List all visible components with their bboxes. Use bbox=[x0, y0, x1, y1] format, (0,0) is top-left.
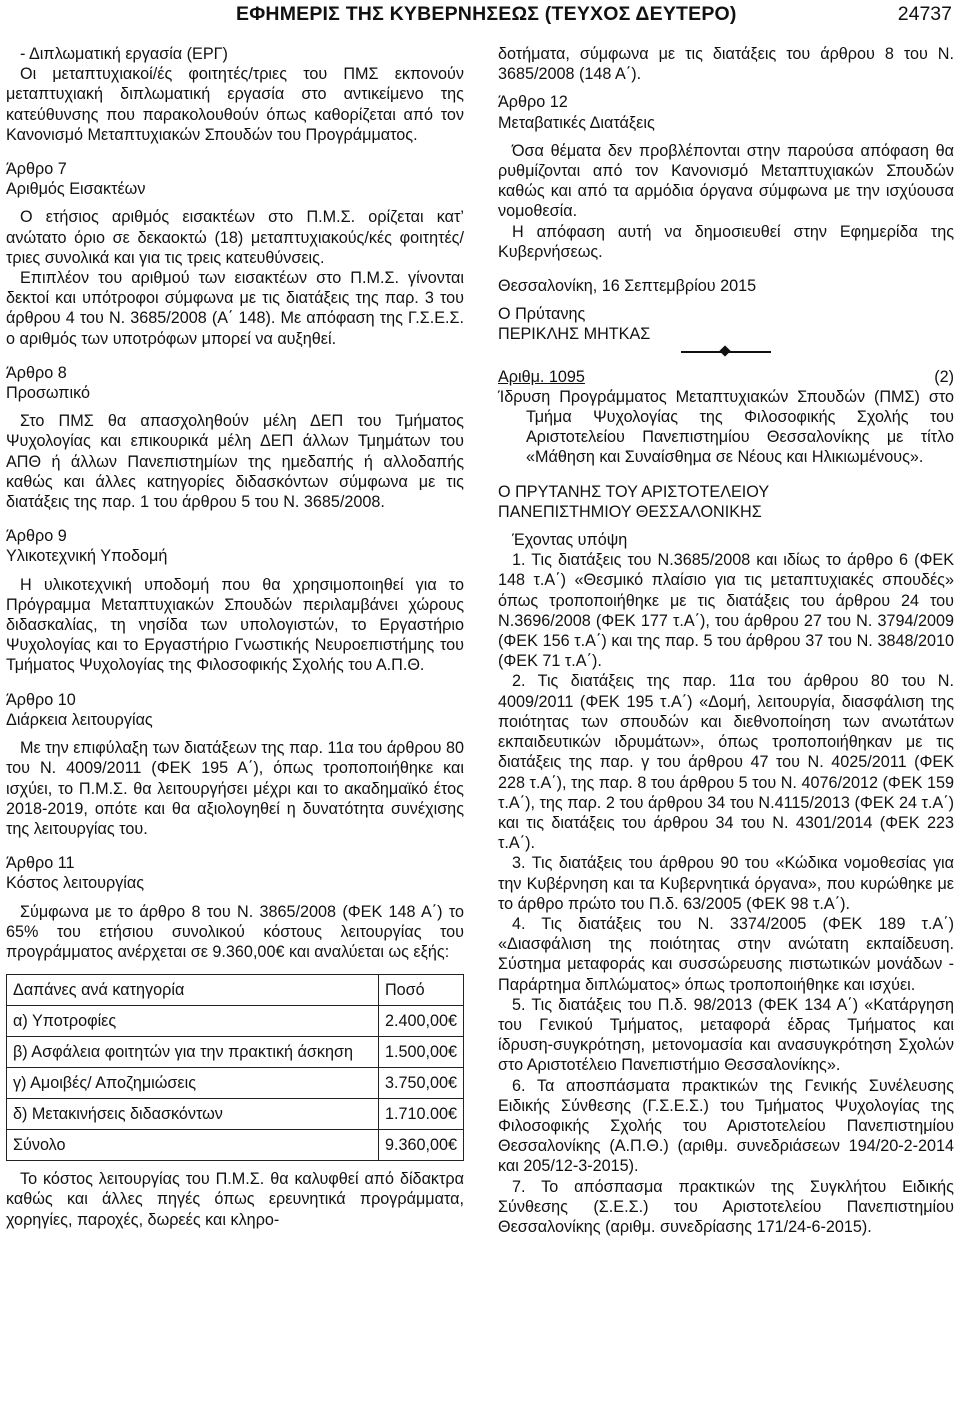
list-item: 1. Τις διατάξεις του Ν.3685/2008 και ιδίως το άρθρο 6 (ΦΕΚ 148 τ.Α΄) «Θεσμικό πλαίσιο για τις μεταπτυχιακές σπουδές» όπως τροποποιήθηκε με τις διατάξεις του άρθρου 24 του Ν.3696/2008 (ΦΕΚ 177 τ.Α΄), του άρθρου 27 του Ν. 3794/2009 (ΦΕΚ 156 τ.Α΄) και της παρ. 5 του άρθρου 37 του Ν. 3848/2010 (ΦΕΚ 71 τ.Α΄). bbox=[498, 551, 954, 671]
table-row bbox=[7, 1099, 464, 1130]
article-title: Άρθρο 9 bbox=[6, 527, 67, 546]
paragraph: ‑ Διπλωματική εργασία (ΕΡΓ) bbox=[20, 45, 228, 63]
having-in-mind: Έχοντας υπόψη bbox=[512, 531, 628, 550]
article-title: Άρθρο 12 bbox=[498, 93, 568, 112]
page-header bbox=[0, 0, 960, 34]
decision-title: Ίδρυση Προγράμματος Μεταπτυχιακών Σπουδών (ΠΜΣ) στο Τμήμα Ψυχολογίας της Φιλοσοφικής Σχολής του Αριστοτελείου Πανεπιστημίου Θεσσαλονίκης με τίτλο «Μάθηση και Συναίσθημα σε Νέους και Ηλικιωμένους». bbox=[498, 387, 954, 467]
article-subtitle: Υλικοτεχνική Υποδομή bbox=[6, 547, 168, 566]
table-cell-label: Δαπάνες ανά κατηγορία bbox=[7, 975, 379, 1006]
article-title: Άρθρο 11 bbox=[6, 854, 75, 873]
table-cell-value: 1.500,00€ bbox=[378, 1037, 463, 1068]
table-cell-label: γ) Αμοιβές/ Αποζημιώσεις bbox=[7, 1068, 379, 1099]
authority-line: ΠΑΝΕΠΙΣΤΗΜΙΟΥ ΘΕΣΣΑΛΟΝΙΚΗΣ bbox=[498, 502, 762, 521]
paragraph: Το κόστος λειτουργίας του Π.Μ.Σ. θα καλυφθεί από δίδακτρα καθώς και άλλες πηγές όπως ερευνητικά προγράμματα, χορηγίες, παροχές, δωρεές και κληρο‑ bbox=[6, 1170, 464, 1229]
page-number: 24737 bbox=[897, 3, 952, 25]
paragraph: Στο ΠΜΣ θα απασχοληθούν μέλη ΔΕΠ του Τμήματος Ψυχολογίας και επικουρικά μέλη ΔΕΠ άλλων Τμημάτων του ΑΠΘ ή άλλων Πανεπιστημίων της ημεδαπής ή αλλοδαπής καθώς και άλλες κατηγορίες διδασκόντων σύμφωνα με τις διατάξεις της παρ. 1 του άρθρου 5 του Ν. 3685/2008. bbox=[6, 412, 464, 512]
list-item: 6. Τα αποσπάσματα πρακτικών της Γενικής Συνέλευσης Ειδικής Σύνθεσης (Γ.Σ.Ε.Σ.) του Τμήματος Ψυχολογίας της Φιλοσοφικής Σχολής του Αριστοτελείου Πανεπιστημίου Θεσσαλονίκης (Α.Π.Θ.) (αριθμ. συνεδριάσεων 194/20‑2‑2014 και 205/12‑3‑2015). bbox=[498, 1076, 954, 1176]
article-title: Άρθρο 7 bbox=[6, 160, 67, 179]
list-item: 5. Τις διατάξεις του Π.δ. 98/2013 (ΦΕΚ 134 Α΄) «Κατάργηση του Γενικού Τμήματος, μεταφορά έδρας Τμήματος και ίδρυση‑συγκρότηση, μετονομασία και ανασυγκρότηση Σχολών στο Αριστοτέλειο Πανεπιστήμιο Θεσσαλονίκης». bbox=[498, 995, 954, 1075]
signer-name: ΠΕΡΙΚΛΗΣ ΜΗΤΚΑΣ bbox=[498, 325, 651, 344]
decision-number: Αριθμ. 1095 bbox=[498, 367, 585, 386]
table-row bbox=[7, 1006, 464, 1037]
article-subtitle: Αριθμός Εισακτέων bbox=[6, 180, 146, 199]
authority-line: Ο ΠΡΥΤΑΝΗΣ ΤΟΥ ΑΡΙΣΤΟΤΕΛΕΙΟΥ bbox=[498, 482, 770, 501]
list-item: 2. Τις διατάξεις της παρ. 11α του άρθρου 80 του Ν. 4009/2011 (ΦΕΚ 195 τ.Α΄) «Δομή, λειτουργία, διασφάλιση της ποιότητας των σπουδών και διεθνοποίηση των ανωτάτων εκπαιδευτικών ιδρυμάτων», όπως τροποποιήθηκαν με τις διατάξεις της παρ. γ του άρθρου 47 του Ν. 4025/2011 (ΦΕΚ 228 τ.Α΄), της παρ. 8 του άρθρου 5 του Ν. 4076/2012 (ΦΕΚ 159 τ.Α΄), της παρ. 2 του άρθρου 34 του Ν.4115/2013 (ΦΕΚ 24 τ.Α΄) και τις διατάξεις του άρθρου 34 του Ν. 4301/2014 (ΦΕΚ 223 τ.Α΄). bbox=[498, 672, 954, 853]
divider-ornament bbox=[681, 351, 771, 353]
gazette-title: ΕΦΗΜΕΡΙΣ ΤΗΣ ΚΥΒΕΡΝΗΣΕΩΣ (ΤΕΥΧΟΣ ΔΕΥΤΕΡΟ) bbox=[236, 3, 737, 25]
list-item: 7. Το απόσπασμα πρακτικών της Συγκλήτου Ειδικής Σύνθεσης (Σ.Ε.Σ.) του Αριστοτελείου Πανεπιστημίου Θεσσαλονίκης (αριθμ. συνεδρίασης 171/24‑6‑2015). bbox=[498, 1177, 954, 1236]
paragraph: Οι μεταπτυχιακοί/ές φοιτητές/τριες του ΠΜΣ εκπονούν μεταπτυχιακή διπλωματική εργασία στο αντικείμενο της κατεύθυνσης που παρακολουθούν όπως καθορίζεται από τον Κανονισμό Μεταπτυχιακών Σπουδών του Προγράμματος. bbox=[6, 65, 464, 144]
signer-role: Ο Πρύτανης bbox=[498, 305, 586, 324]
table-row bbox=[7, 975, 464, 1006]
paragraph: Ο ετήσιος αριθμός εισακτέων στο Π.Μ.Σ. ορίζεται κατ’ ανώτατο όριο σε δεκαοκτώ (18) μεταπτυχιακούς/κές φοιτητές/τριες συνολικά και για τις τρεις κατευθύνσεις. bbox=[6, 208, 464, 267]
article-subtitle: Κόστος λειτουργίας bbox=[6, 874, 145, 893]
table-cell-label: Σύνολο bbox=[7, 1130, 379, 1161]
paragraph: Σύμφωνα με το άρθρο 8 του Ν. 3865/2008 (ΦΕΚ 148 Α΄) το 65% του ετήσιου συνολικού κόστους λειτουργίας του προγράμματος ανέρχεται σε 9.360,00€ και αναλύεται ως εξής: bbox=[6, 902, 464, 961]
article-subtitle: Προσωπικό bbox=[6, 384, 90, 403]
left-column bbox=[6, 44, 464, 1230]
article-subtitle: Μεταβατικές Διατάξεις bbox=[498, 113, 655, 132]
list-item: 4. Τις διατάξεις του Ν. 3374/2005 (ΦΕΚ 189 τ.Α΄) «Διασφάλιση της ποιότητας στην ανώτατη εκπαίδευση. Σύστημα μεταφοράς και συσσώρευσης πιστωτικών μονάδων ‑ Παράρτημα διπλώματος» όπως τροποποιήθηκε και ισχύει. bbox=[498, 914, 954, 994]
table-row bbox=[7, 1037, 464, 1068]
table-cell-label: δ) Μετακινήσεις διδασκόντων bbox=[7, 1099, 379, 1130]
article-title: Άρθρο 10 bbox=[6, 690, 76, 709]
right-column bbox=[498, 44, 954, 1237]
paragraph: Με την επιφύλαξη των διατάξεων της παρ. 11α του άρθρου 80 του Ν. 4009/2011 (ΦΕΚ 195 Α΄), όπως τροποποιήθηκε και ισχύει, το Π.Μ.Σ. θα λειτουργήσει μέχρι και το ακαδημαϊκό έτος 2018‑2019, οπότε και θα αξιολογηθεί η δυνατότητα συνέχισης της λειτουργίας του. bbox=[6, 739, 464, 838]
article-title: Άρθρο 8 bbox=[6, 363, 67, 382]
table-cell-value: Ποσό bbox=[378, 975, 463, 1006]
costs-table bbox=[6, 974, 464, 1161]
paragraph: Όσα θέματα δεν προβλέπονται στην παρούσα απόφαση θα ρυθμίζονται από τον Κανονισμό Μεταπτυχιακών Σπουδών καθώς και από τα αρμόδια όργανα σύμφωνα με την ισχύουσα νομοθεσία. bbox=[498, 141, 954, 221]
table-cell-value: 1.710.00€ bbox=[378, 1099, 463, 1130]
table-cell-value: 2.400,00€ bbox=[378, 1006, 463, 1037]
list-item: 3. Τις διατάξεις του άρθρου 90 του «Κώδικα νομοθεσίας για την Κυβέρνηση και τα Κυβερνητικά όργανα», που κυρώθηκε με το άρθρο πρώτο του Π.δ. 63/2005 (ΦΕΚ 98 τ.Α΄). bbox=[498, 854, 954, 913]
table-row bbox=[7, 1068, 464, 1099]
place-date: Θεσσαλονίκη, 16 Σεπτεμβρίου 2015 bbox=[498, 277, 757, 296]
paragraph: Επιπλέον του αριθμού των εισακτέων στο Π.Μ.Σ. γίνονται δεκτοί και υπότροφοι σύμφωνα με τις διατάξεις της παρ. 3 του άρθρου 4 του Ν. 3685/2008 (Α΄ 148). Με απόφαση της Γ.Σ.Ε.Σ. ο αριθμός των υποτρόφων μπορεί να αυξηθεί. bbox=[6, 269, 464, 348]
table-cell-value: 9.360,00€ bbox=[378, 1130, 463, 1161]
article-subtitle: Διάρκεια λειτουργίας bbox=[6, 710, 153, 729]
paragraph: δοτήματα, σύμφωνα με τις διατάξεις του άρθρου 8 του Ν. 3685/2008 (148 Α΄). bbox=[498, 45, 954, 84]
paragraph: Η υλικοτεχνική υποδομή που θα χρησιμοποιηθεί για το Πρόγραμμα Μεταπτυχιακών Σπουδών περιλαμβάνει χώρους διδασκαλίας, τη νησίδα των υπολογιστών, το Εργαστήριο Ψυχολογίας και το Εργαστήριο Γνωστικής Νευροεπιστήμης του Τμήματος Ψυχολογίας της Φιλοσοφικής Σχολής του Α.Π.Θ. bbox=[6, 575, 464, 675]
table-cell-label: α) Υποτροφίες bbox=[7, 1006, 379, 1037]
table-row bbox=[7, 1130, 464, 1161]
table-cell-label: β) Ασφάλεια φοιτητών για την πρακτική άσκηση bbox=[7, 1037, 379, 1068]
decision-number-row bbox=[498, 367, 954, 387]
paragraph: Η απόφαση αυτή να δημοσιευθεί στην Εφημερίδα της Κυβερνήσεως. bbox=[498, 222, 954, 261]
decision-sequence: (2) bbox=[934, 367, 954, 386]
table-cell-value: 3.750,00€ bbox=[378, 1068, 463, 1099]
